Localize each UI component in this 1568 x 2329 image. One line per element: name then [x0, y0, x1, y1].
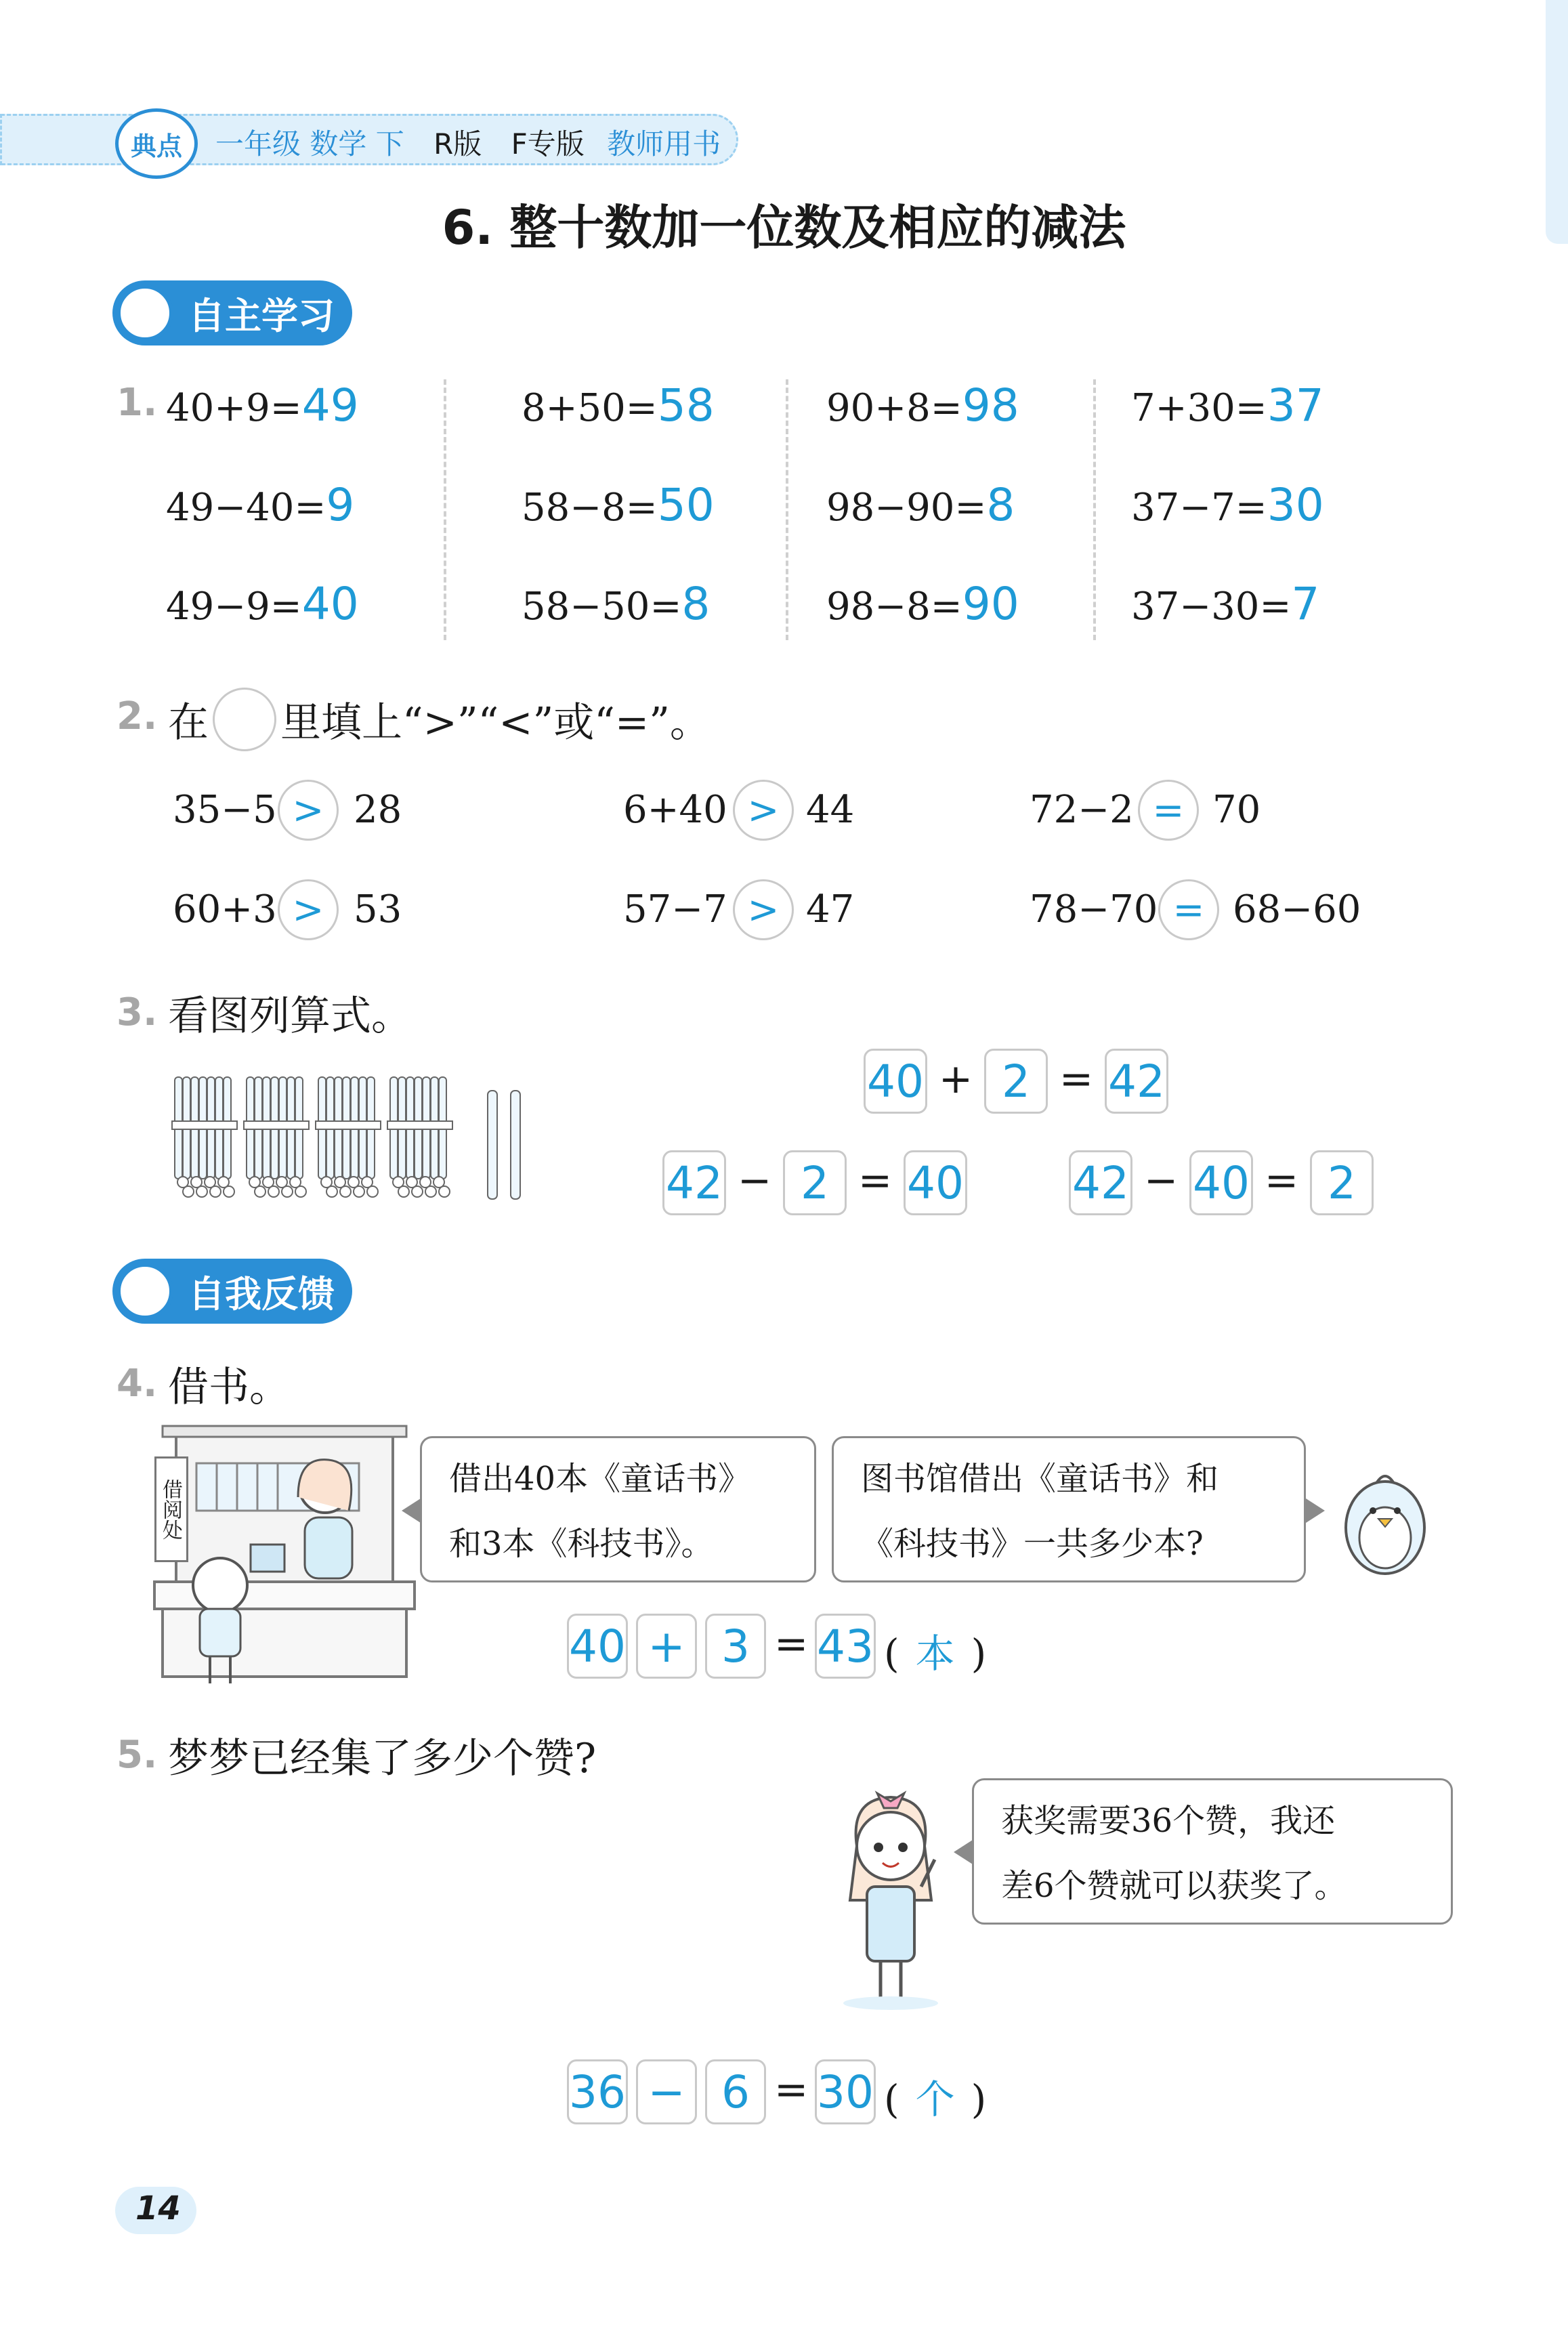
- girl-mengmeng-illustration: [830, 1785, 952, 2015]
- q5-eq-paren-open: (: [884, 2076, 899, 2122]
- stick-end: [425, 1186, 436, 1197]
- bubble1-line2: 和3本《科技书》。: [449, 1525, 714, 1563]
- q2-left-expression: 60+3: [173, 887, 277, 931]
- logo: [115, 108, 198, 179]
- penguin-mascot-icon: [1338, 1463, 1433, 1578]
- q2-right-expression: 68−60: [1233, 887, 1361, 931]
- q2-number: 2.: [116, 694, 158, 738]
- q1-answer: 40: [301, 578, 359, 630]
- q2-right-expression: 47: [806, 887, 855, 931]
- q4-eq-unit: [884, 1622, 986, 1679]
- q1-equation: [166, 578, 359, 630]
- q1-equation: [826, 379, 1019, 432]
- q4-eq-unit-text: 本: [915, 1631, 955, 1677]
- q1-expression: 98−90=: [826, 486, 987, 530]
- q1-expression: 49−9=: [166, 585, 302, 629]
- q1-expression: 58−8=: [522, 486, 658, 530]
- library-sign: [154, 1456, 188, 1562]
- q1-expression: 58−50=: [522, 585, 682, 629]
- q5-instruction: 梦梦已经集了多少个赞?: [168, 1735, 597, 1782]
- stick-end: [354, 1186, 364, 1197]
- q2-prefix: 在: [168, 699, 209, 747]
- q3-eq3-box: 40: [1189, 1150, 1253, 1215]
- q1-expression: 49−40=: [166, 486, 326, 530]
- bundle-band: [316, 1121, 381, 1129]
- q3-number: 3.: [116, 990, 158, 1034]
- q1-expression: 98−8=: [826, 585, 962, 629]
- q5-eq-unit: [884, 2068, 986, 2124]
- q4-eq-box: 3: [705, 1614, 766, 1679]
- q2-answer-circle: =: [1158, 879, 1219, 940]
- q5-eq-box: 30: [815, 2059, 876, 2124]
- q1-answer: 49: [301, 379, 359, 432]
- q3-eq3-box: 2: [1310, 1150, 1374, 1215]
- q3-eq1-operator: +: [938, 1055, 973, 1103]
- q2-instruction: [168, 688, 711, 751]
- q3-eq1-box: 2: [984, 1049, 1048, 1114]
- q3-eq3-box: 42: [1069, 1150, 1132, 1215]
- bubble1-tail: [402, 1498, 421, 1523]
- q2-answer-circle: >: [733, 879, 794, 940]
- section-title-feedback: 自我反馈: [188, 1272, 335, 1316]
- q1-answer: 8: [986, 479, 1015, 531]
- q3-eq2-operator: =: [857, 1157, 893, 1204]
- stick-end: [326, 1186, 337, 1197]
- q2-left-expression: 72−2: [1030, 788, 1134, 832]
- q2-left-expression: 6+40: [623, 788, 727, 832]
- q2-answer-circle: >: [278, 879, 339, 940]
- stick-end: [255, 1186, 266, 1197]
- q3-eq1-box: 42: [1105, 1049, 1168, 1114]
- q3-eq3-operator: −: [1143, 1157, 1179, 1204]
- q2-answer-circle: =: [1138, 780, 1199, 841]
- q5-eq-box: 6: [705, 2059, 766, 2124]
- q1-answer: 37: [1267, 379, 1324, 432]
- bundle-band: [387, 1121, 452, 1129]
- bubble2-line2: 《科技书》一共多少本?: [861, 1525, 1204, 1563]
- sticks-bundles-illustration: [169, 1070, 549, 1206]
- section-badge-feedback: [112, 1259, 352, 1324]
- q1-equation: [1131, 379, 1324, 432]
- q3-eq1-box: 40: [864, 1049, 927, 1114]
- q1-answer: 30: [1267, 479, 1324, 531]
- bubble2-tail: [1306, 1498, 1325, 1523]
- alarm-clock-icon: [116, 285, 173, 341]
- header-edition-f: F专版: [511, 127, 585, 161]
- q2-right-expression: 44: [806, 788, 855, 832]
- q1-equation: [1131, 479, 1324, 531]
- q1-equation: [166, 379, 359, 432]
- library-sign-text: 借阅处: [158, 1479, 182, 1540]
- stick-end: [398, 1186, 409, 1197]
- q1-equation: [522, 379, 715, 432]
- stick-end: [340, 1186, 351, 1197]
- single-stick: [488, 1091, 497, 1199]
- stick-end: [268, 1186, 279, 1197]
- q1-equation: [826, 479, 1015, 531]
- stick-end: [282, 1186, 293, 1197]
- q4-eq-box: +: [636, 1614, 697, 1679]
- q4-instruction: 借书。: [168, 1364, 290, 1411]
- q1-answer: 9: [326, 479, 355, 531]
- q1-answer: 58: [657, 379, 715, 432]
- q3-eq2-box: 2: [783, 1150, 847, 1215]
- q1-divider-3: [1093, 379, 1096, 640]
- q3-eq2-box: 42: [662, 1150, 726, 1215]
- stick-end: [210, 1186, 221, 1197]
- single-stick: [511, 1091, 520, 1199]
- q2-left-expression: 78−70: [1030, 887, 1158, 931]
- q1-expression: 8+50=: [522, 386, 658, 430]
- q3-eq2-operator: −: [737, 1157, 772, 1204]
- header-edition-r: R版: [433, 127, 482, 161]
- stick-end: [295, 1186, 306, 1197]
- q1-equation: [826, 578, 1019, 630]
- bubble3-tail: [954, 1840, 973, 1864]
- q1-answer: 7: [1291, 578, 1320, 630]
- stick-end: [412, 1186, 423, 1197]
- q1-divider-1: [444, 379, 446, 640]
- q4-eq-box: 40: [567, 1614, 628, 1679]
- q2-right-expression: 70: [1212, 788, 1261, 832]
- q2-suffix: 里填上“>”“<”或“=”。: [280, 699, 711, 747]
- q2-right-expression: 53: [354, 887, 402, 931]
- q4-eq-operator: =: [774, 1620, 809, 1668]
- q4-eq-paren-open: (: [884, 1631, 899, 1677]
- q1-equation: [1131, 578, 1319, 630]
- q2-circle-placeholder: [213, 688, 276, 751]
- speech-bubble-mengmeng: [972, 1778, 1453, 1925]
- q5-eq-box: −: [636, 2059, 697, 2124]
- q5-eq-box: 36: [567, 2059, 628, 2124]
- stick-end: [367, 1186, 378, 1197]
- page-number: 14: [135, 2189, 181, 2227]
- q1-number: 1.: [116, 381, 158, 425]
- q3-eq3-operator: =: [1264, 1157, 1299, 1204]
- header-title: 一年级 数学 下: [215, 127, 404, 161]
- q1-equation: [522, 578, 710, 630]
- stick-end: [439, 1186, 450, 1197]
- q1-equation: [522, 479, 715, 531]
- bubble3-line1: 获奖需要36个赞，我还: [1001, 1802, 1336, 1840]
- q1-expression: 37−30=: [1131, 585, 1292, 629]
- q5-eq-paren-close: ): [971, 2076, 987, 2122]
- page-title: 6. 整十数加一位数及相应的减法: [442, 200, 1126, 255]
- q1-expression: 37−7=: [1131, 486, 1267, 530]
- bubble1-line1: 借出40本《童话书》: [449, 1460, 751, 1498]
- q3-instruction: 看图列算式。: [168, 992, 412, 1040]
- q5-number: 5.: [116, 1733, 158, 1777]
- speech-bubble-question: [832, 1436, 1306, 1582]
- q4-number: 4.: [116, 1362, 158, 1406]
- stick-end: [224, 1186, 234, 1197]
- section-badge-self-study: [112, 280, 352, 345]
- q1-equation: [166, 479, 354, 531]
- q2-answer-circle: >: [278, 780, 339, 841]
- q2-left-expression: 35−5: [173, 788, 277, 832]
- q5-eq-unit-text: 个: [915, 2076, 955, 2122]
- q1-expression: 90+8=: [826, 386, 962, 430]
- bubble2-line1: 图书馆借出《童话书》和: [861, 1460, 1219, 1498]
- q1-answer: 90: [962, 578, 1019, 630]
- bundle-band: [244, 1121, 309, 1129]
- header-text: [215, 122, 721, 163]
- bundle-band: [172, 1121, 237, 1129]
- q1-expression: 7+30=: [1131, 386, 1267, 430]
- stick-end: [183, 1186, 194, 1197]
- stick-end: [196, 1186, 207, 1197]
- q1-answer: 50: [657, 479, 715, 531]
- q1-divider-2: [786, 379, 788, 640]
- q4-eq-box: 43: [815, 1614, 876, 1679]
- section-title-self-study: 自主学习: [188, 294, 335, 337]
- q3-eq1-operator: =: [1059, 1055, 1094, 1103]
- q2-answer-circle: >: [733, 780, 794, 841]
- q3-eq2-box: 40: [904, 1150, 967, 1215]
- alarm-clock-icon: [116, 1263, 173, 1320]
- q4-eq-paren-close: ): [971, 1631, 987, 1677]
- q1-expression: 40+9=: [166, 386, 302, 430]
- q1-answer: 8: [681, 578, 711, 630]
- q5-eq-operator: =: [774, 2066, 809, 2114]
- q2-left-expression: 57−7: [623, 887, 727, 931]
- bubble3-line2: 差6个赞就可以获奖了。: [1001, 1867, 1347, 1905]
- header-teacher: 教师用书: [607, 127, 721, 161]
- speech-bubble-librarian: [420, 1436, 816, 1582]
- logo-text: 典点: [130, 131, 182, 161]
- q2-right-expression: 28: [354, 788, 402, 832]
- q1-answer: 98: [962, 379, 1019, 432]
